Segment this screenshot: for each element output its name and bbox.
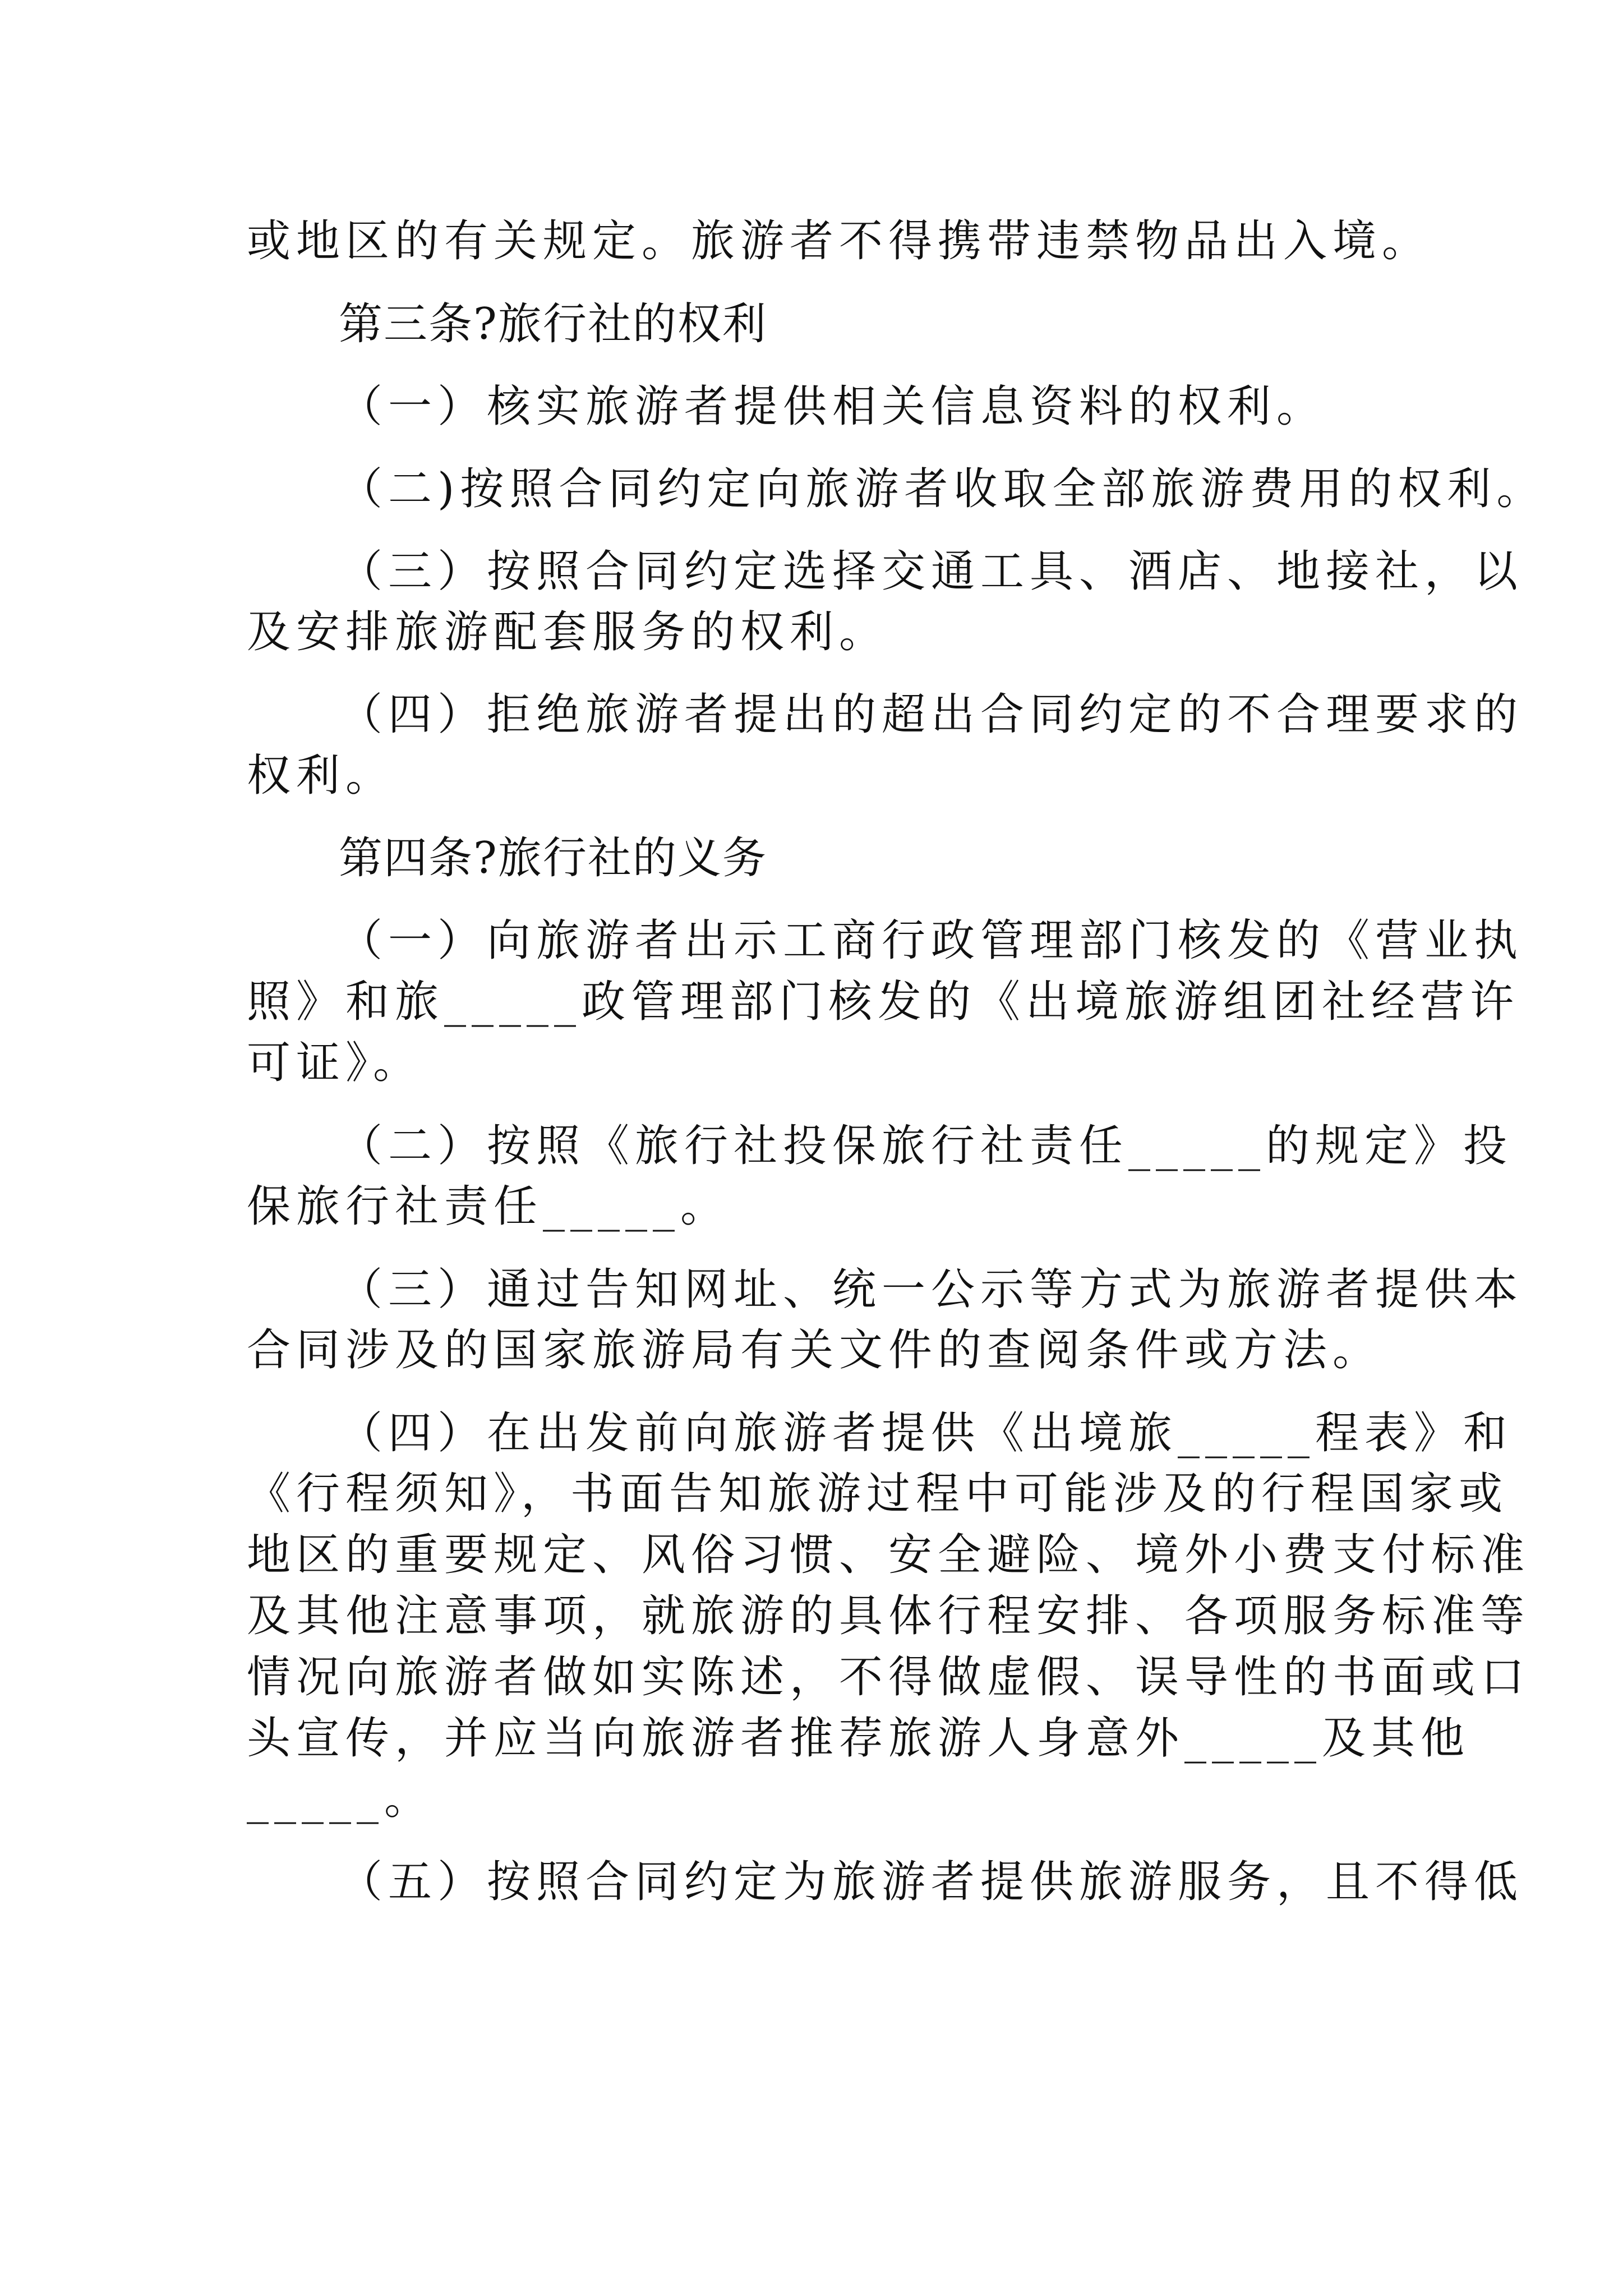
text-line: （四）在出发前向旅游者提供《出境旅_____程表》和 (339, 1408, 1513, 1458)
text-line: （五）按照合同约定为旅游者提供旅游服务，且不得低 (339, 1857, 1524, 1907)
text-line: 合同涉及的国家旅游局有关文件的查阅条件或方法。 (247, 1325, 1382, 1375)
text-line: 及其他注意事项，就旅游的具体行程安排、各项服务标准等 (247, 1591, 1530, 1641)
text-line: 或地区的有关规定。旅游者不得携带违禁物品出入境。 (247, 216, 1432, 266)
text-line: 情况向旅游者做如实陈述，不得做虚假、误导性的书面或口 (247, 1652, 1530, 1703)
text-line: （二)按照合同约定向旅游者收取全部旅游费用的权利。 (339, 464, 1546, 514)
text-line: 权利。 (247, 751, 395, 801)
article-heading: 第三条?旅行社的权利 (339, 299, 767, 349)
text-line: 可证》。 (247, 1038, 423, 1088)
text-line: 及安排旅游配套服务的权利。 (247, 607, 889, 657)
text-line: 保旅行社责任_____。 (247, 1181, 730, 1232)
text-line: 《行程须知》，书面告知旅游过程中可能涉及的行程国家或 (247, 1469, 1509, 1519)
text-line: （一）向旅游者出示工商行政管理部门核发的《营业执 (339, 915, 1524, 966)
text-line: 照》和旅_____政管理部门核发的《出境旅游组团社经营许 (247, 977, 1520, 1027)
text-line: （一）核实旅游者提供相关信息资料的权利。 (339, 381, 1326, 432)
text-line: （四）拒绝旅游者提出的超出合同约定的不合理要求的 (339, 689, 1524, 740)
text-line: （三）按照合同约定选择交通工具、酒店、地接社，以 (339, 546, 1524, 597)
text-line: _____。 (247, 1774, 434, 1824)
text-line: 头宣传，并应当向旅游者推荐旅游人身意外_____及其他 (247, 1713, 1470, 1764)
text-line: （二）按照《旅行社投保旅行社责任_____的规定》投 (339, 1121, 1513, 1171)
text-line: （三）通过告知网址、统一公示等方式为旅游者提供本 (339, 1264, 1524, 1315)
article-heading: 第四条?旅行社的义务 (339, 833, 767, 884)
text-line: 地区的重要规定、风俗习惯、安全避险、境外小费支付标准 (247, 1530, 1530, 1580)
